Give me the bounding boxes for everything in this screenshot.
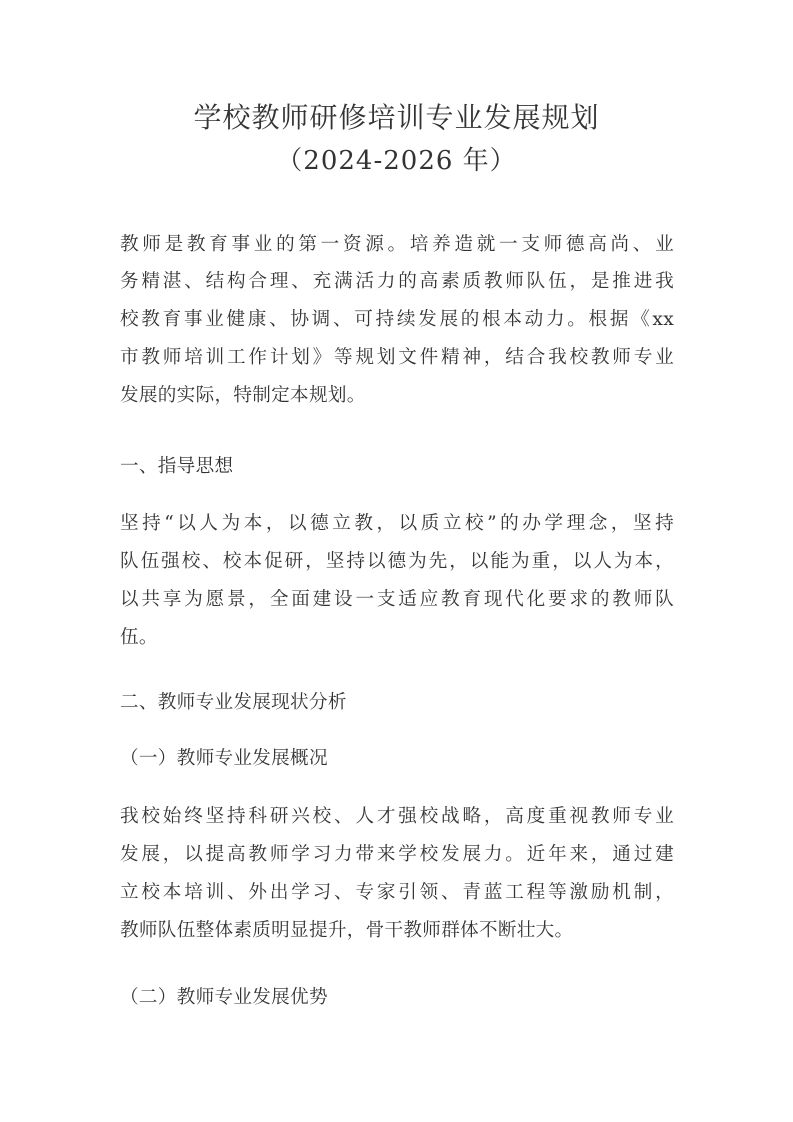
intro-line: 校教育事业健康、协调、可持续发展的根本动力。根据《xx <box>120 309 674 330</box>
intro-line: 教师是教育事业的第一资源。培养造就一支师德高尚、业 <box>120 234 674 255</box>
paragraph-line: 发展，以提高教师学习力带来学校发展力。近年来，通过建 <box>120 844 674 865</box>
intro-line: 务精湛、结构合理、充满活力的高素质教师队伍，是推进我 <box>120 271 674 292</box>
intro-line: 发展的实际，特制定本规划。 <box>120 385 366 406</box>
section-heading: 一、指导思想 <box>120 456 234 477</box>
paragraph-line: 立校本培训、外出学习、专家引领、青蓝工程等激励机制， <box>120 882 674 903</box>
paragraph-line: 以共享为愿景，全面建设一支适应教育现代化要求的教师队 <box>120 589 674 610</box>
paragraph-line: 伍。 <box>120 627 158 648</box>
document-title: 学校教师研修培训专业发展规划 <box>193 101 600 134</box>
paragraph-line: 队伍强校、校本促研，坚持以德为先，以能为重，以人为本， <box>120 551 674 572</box>
paragraph-line: 坚持“以人为本，以德立教，以质立校”的办学理念，坚持 <box>120 513 674 534</box>
section-heading: 二、教师专业发展现状分析 <box>120 692 347 713</box>
subsection-heading: （一）教师专业发展概况 <box>120 748 328 769</box>
subsection-heading: （二）教师专业发展优势 <box>120 987 328 1008</box>
paragraph-line: 我校始终坚持科研兴校、人才强校战略，高度重视教师专业 <box>120 806 674 827</box>
document-subtitle: （2024-2026 年） <box>276 146 517 176</box>
intro-line: 市教师培训工作计划》等规划文件精神，结合我校教师专业 <box>120 347 674 368</box>
paragraph-line: 教师队伍整体素质明显提升，骨干教师群体不断壮大。 <box>120 920 574 941</box>
